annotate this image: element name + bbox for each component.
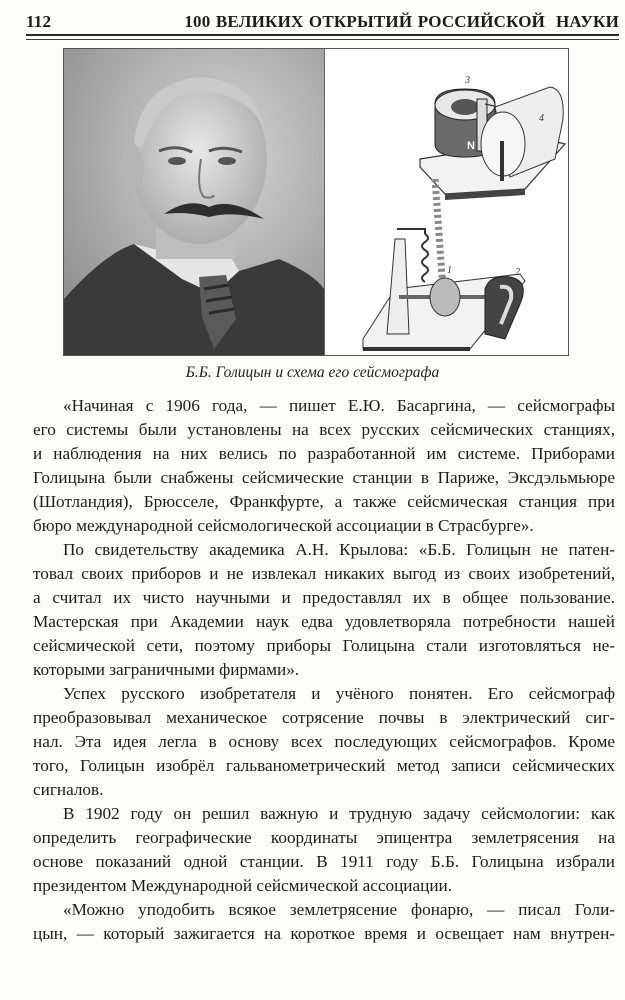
text-line: сигналов. — [33, 780, 104, 799]
header-rule-thick — [26, 34, 619, 36]
text-line: (Шотландия), Брюсселе, Франкфурте, а также сейсмическая станция при — [33, 492, 615, 511]
text-line: определить географические координаты эпицентра землетрясения на — [33, 828, 615, 847]
paragraph-3 — [33, 682, 615, 802]
label-n: N — [467, 140, 475, 152]
text-line: а считал их чисто научными и предоставлял их в общее пользование. — [33, 588, 615, 607]
text-line: «Можно уподобить всякое землетрясение фонарю, — писал Голи- — [63, 900, 615, 919]
text-line: сейсмической сети, поэтому приборы Голицына стали изготовляться не- — [33, 636, 615, 655]
paragraph-1 — [33, 394, 615, 538]
text-line: товал своих приборов и не извлекал никаких выгод из своих изобретений, — [33, 564, 615, 583]
text-line: По свидетельству академика А.Н. Крылова: «Б.Б. Голицын не патен- — [63, 540, 615, 559]
label-1: 1 — [447, 265, 452, 276]
figure — [63, 48, 569, 356]
text-line: В 1902 году он решил важную и трудную задачу сейсмологии: как — [63, 804, 615, 823]
text-line: бюро международной сейсмологической ассоциации в Страсбурге». — [33, 516, 534, 535]
portrait-photo — [64, 49, 325, 355]
page-header — [26, 6, 619, 32]
text-line: «Начиная с 1906 года, — пишет Е.Ю. Басаргина, — сейсмографы — [63, 396, 615, 415]
text-line: и наблюдения на них велись по разработанной им системе. Приборами — [33, 444, 615, 463]
label-4: 4 — [539, 113, 544, 124]
paragraph-5 — [33, 898, 615, 946]
figure-caption: Б.Б. Голицын и схема его сейсмографа — [185, 364, 440, 381]
running-title: 100 ВЕЛИКИХ ОТКРЫТИЙ РОССИЙСКОЙ НАУКИ — [184, 12, 619, 31]
paragraph-2 — [33, 538, 615, 682]
text-line: основе показаний одной станции. В 1911 году Б.Б. Голицына избрали — [33, 852, 615, 871]
text-line: президентом Международной сейсмической ассоциации. — [33, 876, 453, 895]
body-text — [33, 394, 615, 946]
header-rule-thin — [26, 39, 619, 40]
text-line: Успех русского изобретателя и учёного понятен. Его сейсмограф — [63, 684, 615, 703]
portrait-illustration-icon — [64, 49, 324, 355]
text-line: преобразовывал механическое сотрясение почвы в электрический сиг- — [33, 708, 615, 727]
text-line: которыми заграничными фирмами». — [33, 660, 300, 679]
seismograph-diagram-icon — [325, 49, 568, 355]
paragraph-4 — [33, 802, 615, 898]
text-line: нал. Эта идея легла в основу всех последующих сейсмографов. Кроме — [33, 732, 615, 751]
seismograph-diagram — [325, 49, 568, 355]
text-line: его системы были установлены на всех русских сейсмических станциях, — [33, 420, 615, 439]
label-2: 2 — [515, 267, 520, 278]
text-line: Голицына были снабжены сейсмические станции в Париже, Эксдэльмьюре — [33, 468, 615, 487]
label-3: 3 — [465, 75, 470, 86]
text-line: того, Голицын изобрёл гальванометрический метод записи сейсмических — [33, 756, 615, 775]
text-line: цын, — который зажигается на короткое время и освещает нам внутрен- — [33, 924, 615, 943]
page-number: 112 — [26, 12, 52, 31]
text-line: Мастерская при Академии наук едва удовлетворяла потребности нашей — [33, 612, 615, 631]
